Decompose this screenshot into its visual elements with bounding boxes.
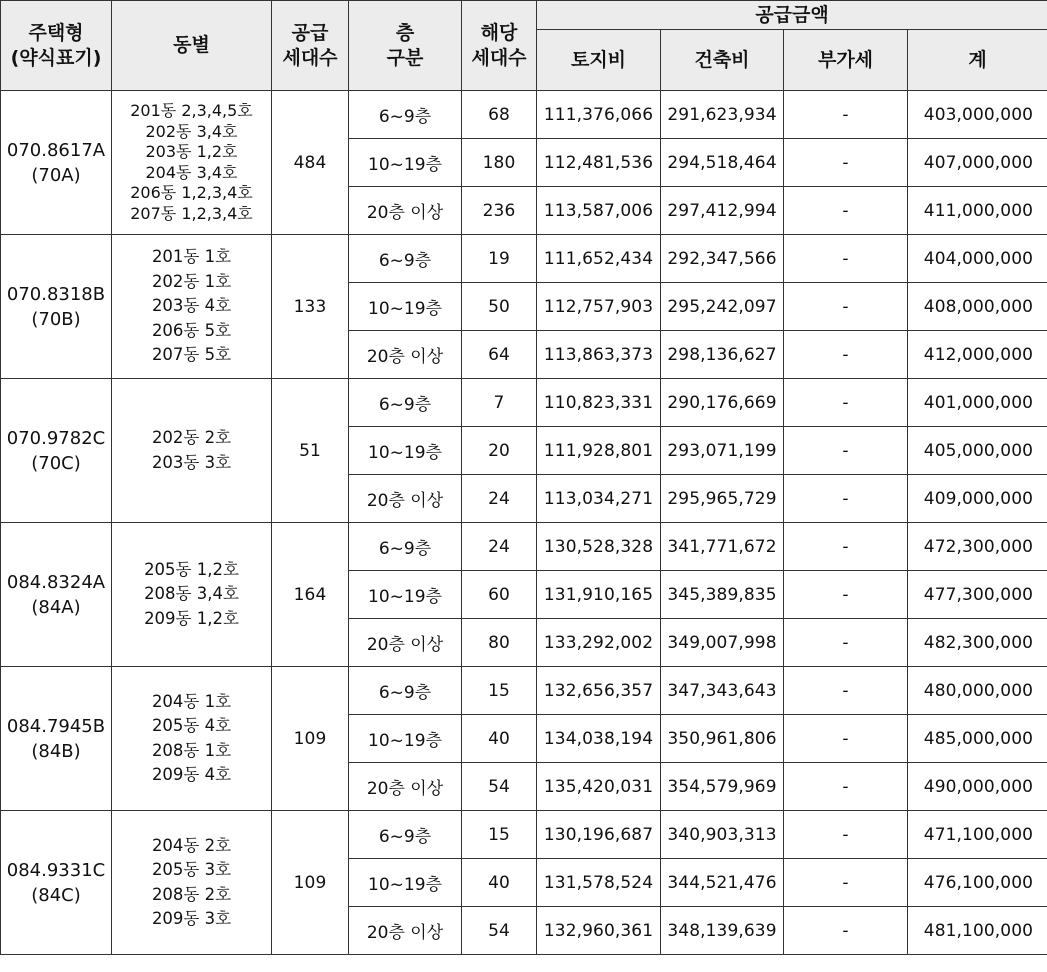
units-cell: 40 — [462, 715, 537, 763]
land-cost-cell: 111,376,066 — [537, 91, 661, 139]
building-cost-cell: 291,623,934 — [661, 91, 784, 139]
units-cell: 68 — [462, 91, 537, 139]
land-cost-cell: 111,928,801 — [537, 427, 661, 475]
total-cell: 403,000,000 — [908, 91, 1047, 139]
vat-cell: - — [784, 763, 908, 811]
units-cell: 50 — [462, 283, 537, 331]
floor-cell: 10~19층 — [349, 427, 462, 475]
building-cost-cell: 290,176,669 — [661, 379, 784, 427]
vat-cell: - — [784, 235, 908, 283]
type-cell: 084.9331C (84C) — [1, 811, 112, 955]
floor-cell: 20층 이상 — [349, 619, 462, 667]
supply-units-cell: 164 — [272, 523, 349, 667]
land-cost-cell: 110,823,331 — [537, 379, 661, 427]
dong-cell: 202동 2호 203동 3호 — [112, 379, 272, 523]
type-cell: 070.8318B (70B) — [1, 235, 112, 379]
land-cost-cell: 132,656,357 — [537, 667, 661, 715]
floor-cell: 10~19층 — [349, 139, 462, 187]
units-cell: 24 — [462, 475, 537, 523]
vat-cell: - — [784, 571, 908, 619]
total-cell: 411,000,000 — [908, 187, 1047, 235]
header-total: 계 — [908, 30, 1047, 91]
table-row — [1, 379, 1047, 427]
supply-units-cell: 51 — [272, 379, 349, 523]
vat-cell: - — [784, 91, 908, 139]
units-cell: 15 — [462, 667, 537, 715]
units-cell: 15 — [462, 811, 537, 859]
table-row — [1, 667, 1047, 715]
type-cell: 070.8617A (70A) — [1, 91, 112, 235]
dong-cell: 205동 1,2호 208동 3,4호 209동 1,2호 — [112, 523, 272, 667]
vat-cell: - — [784, 427, 908, 475]
land-cost-cell: 135,420,031 — [537, 763, 661, 811]
floor-cell: 10~19층 — [349, 715, 462, 763]
floor-cell: 6~9층 — [349, 523, 462, 571]
total-cell: 412,000,000 — [908, 331, 1047, 379]
building-cost-cell: 340,903,313 — [661, 811, 784, 859]
header-type: 주택형 (약식표기) — [1, 1, 112, 91]
land-cost-cell: 131,910,165 — [537, 571, 661, 619]
header-supply-units: 공급 세대수 — [272, 1, 349, 91]
units-cell: 80 — [462, 619, 537, 667]
vat-cell: - — [784, 331, 908, 379]
floor-cell: 20층 이상 — [349, 907, 462, 955]
units-cell: 180 — [462, 139, 537, 187]
header-building: 건축비 — [661, 30, 784, 91]
land-cost-cell: 131,578,524 — [537, 859, 661, 907]
vat-cell: - — [784, 811, 908, 859]
floor-cell: 6~9층 — [349, 379, 462, 427]
table-row — [1, 523, 1047, 571]
building-cost-cell: 297,412,994 — [661, 187, 784, 235]
units-cell: 24 — [462, 523, 537, 571]
floor-cell: 20층 이상 — [349, 187, 462, 235]
table-body — [1, 91, 1047, 955]
header-units: 해당 세대수 — [462, 1, 537, 91]
header-amount-group: 공급금액 — [537, 1, 1047, 30]
total-cell: 408,000,000 — [908, 283, 1047, 331]
building-cost-cell: 350,961,806 — [661, 715, 784, 763]
units-cell: 54 — [462, 763, 537, 811]
building-cost-cell: 349,007,998 — [661, 619, 784, 667]
land-cost-cell: 132,960,361 — [537, 907, 661, 955]
table-row — [1, 235, 1047, 283]
floor-cell: 20층 이상 — [349, 763, 462, 811]
units-cell: 19 — [462, 235, 537, 283]
building-cost-cell: 295,965,729 — [661, 475, 784, 523]
land-cost-cell: 113,587,006 — [537, 187, 661, 235]
floor-cell: 10~19층 — [349, 283, 462, 331]
header-floor: 층 구분 — [349, 1, 462, 91]
dong-cell: 204동 1호 205동 4호 208동 1호 209동 4호 — [112, 667, 272, 811]
table-row — [1, 91, 1047, 139]
supply-units-cell: 484 — [272, 91, 349, 235]
total-cell: 404,000,000 — [908, 235, 1047, 283]
total-cell: 477,300,000 — [908, 571, 1047, 619]
floor-cell: 10~19층 — [349, 571, 462, 619]
building-cost-cell: 354,579,969 — [661, 763, 784, 811]
units-cell: 7 — [462, 379, 537, 427]
total-cell: 490,000,000 — [908, 763, 1047, 811]
total-cell: 472,300,000 — [908, 523, 1047, 571]
header-dong: 동별 — [112, 1, 272, 91]
vat-cell: - — [784, 187, 908, 235]
total-cell: 482,300,000 — [908, 619, 1047, 667]
building-cost-cell: 341,771,672 — [661, 523, 784, 571]
header-vat: 부가세 — [784, 30, 908, 91]
table-header — [1, 1, 1047, 91]
building-cost-cell: 294,518,464 — [661, 139, 784, 187]
building-cost-cell: 298,136,627 — [661, 331, 784, 379]
dong-cell: 204동 2호 205동 3호 208동 2호 209동 3호 — [112, 811, 272, 955]
land-cost-cell: 112,481,536 — [537, 139, 661, 187]
dong-cell: 201동 1호 202동 1호 203동 4호 206동 5호 207동 5호 — [112, 235, 272, 379]
vat-cell: - — [784, 379, 908, 427]
table-row — [1, 811, 1047, 859]
total-cell: 407,000,000 — [908, 139, 1047, 187]
total-cell: 480,000,000 — [908, 667, 1047, 715]
floor-cell: 6~9층 — [349, 811, 462, 859]
building-cost-cell: 295,242,097 — [661, 283, 784, 331]
land-cost-cell: 111,652,434 — [537, 235, 661, 283]
vat-cell: - — [784, 619, 908, 667]
floor-cell: 20층 이상 — [349, 331, 462, 379]
floor-cell: 6~9층 — [349, 91, 462, 139]
building-cost-cell: 347,343,643 — [661, 667, 784, 715]
vat-cell: - — [784, 283, 908, 331]
land-cost-cell: 113,034,271 — [537, 475, 661, 523]
floor-cell: 10~19층 — [349, 859, 462, 907]
total-cell: 471,100,000 — [908, 811, 1047, 859]
land-cost-cell: 113,863,373 — [537, 331, 661, 379]
building-cost-cell: 345,389,835 — [661, 571, 784, 619]
floor-cell: 6~9층 — [349, 235, 462, 283]
floor-cell: 6~9층 — [349, 667, 462, 715]
land-cost-cell: 112,757,903 — [537, 283, 661, 331]
vat-cell: - — [784, 523, 908, 571]
type-cell: 070.9782C (70C) — [1, 379, 112, 523]
supply-units-cell: 133 — [272, 235, 349, 379]
vat-cell: - — [784, 859, 908, 907]
vat-cell: - — [784, 667, 908, 715]
vat-cell: - — [784, 715, 908, 763]
land-cost-cell: 134,038,194 — [537, 715, 661, 763]
type-cell: 084.8324A (84A) — [1, 523, 112, 667]
units-cell: 40 — [462, 859, 537, 907]
floor-cell: 20층 이상 — [349, 475, 462, 523]
units-cell: 64 — [462, 331, 537, 379]
land-cost-cell: 133,292,002 — [537, 619, 661, 667]
supply-units-cell: 109 — [272, 811, 349, 955]
units-cell: 236 — [462, 187, 537, 235]
land-cost-cell: 130,196,687 — [537, 811, 661, 859]
dong-cell: 201동 2,3,4,5호 202동 3,4호 203동 1,2호 204동 3,4호 206동 1,2,3,4호 207동 1,2,3,4호 — [112, 91, 272, 235]
vat-cell: - — [784, 907, 908, 955]
units-cell: 60 — [462, 571, 537, 619]
total-cell: 401,000,000 — [908, 379, 1047, 427]
total-cell: 405,000,000 — [908, 427, 1047, 475]
total-cell: 485,000,000 — [908, 715, 1047, 763]
land-cost-cell: 130,528,328 — [537, 523, 661, 571]
total-cell: 481,100,000 — [908, 907, 1047, 955]
building-cost-cell: 344,521,476 — [661, 859, 784, 907]
units-cell: 54 — [462, 907, 537, 955]
building-cost-cell: 292,347,566 — [661, 235, 784, 283]
units-cell: 20 — [462, 427, 537, 475]
supply-units-cell: 109 — [272, 667, 349, 811]
type-cell: 084.7945B (84B) — [1, 667, 112, 811]
total-cell: 476,100,000 — [908, 859, 1047, 907]
building-cost-cell: 293,071,199 — [661, 427, 784, 475]
header-land: 토지비 — [537, 30, 661, 91]
vat-cell: - — [784, 139, 908, 187]
building-cost-cell: 348,139,639 — [661, 907, 784, 955]
total-cell: 409,000,000 — [908, 475, 1047, 523]
vat-cell: - — [784, 475, 908, 523]
